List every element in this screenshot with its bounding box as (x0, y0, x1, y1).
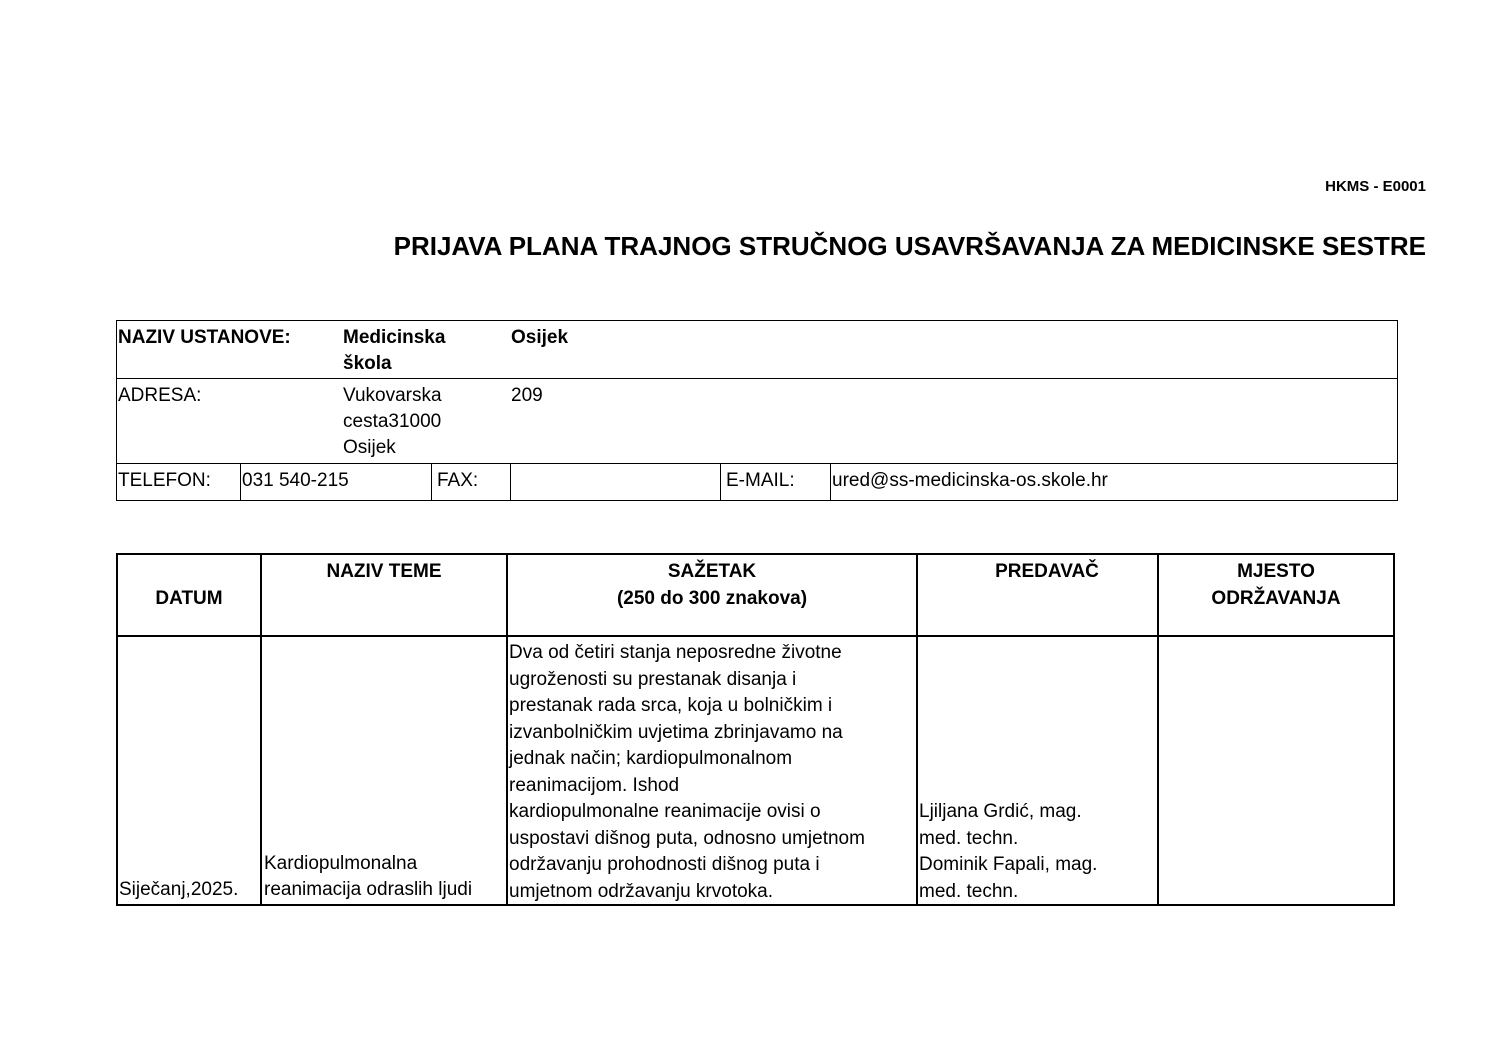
column-divider (720, 463, 721, 500)
form-code: HKMS - E0001 (1325, 178, 1426, 195)
phone-label: TELEFON: (118, 470, 211, 491)
row-sazetak-line: prestanak rada srca, koja u bolničkim i (509, 695, 833, 716)
row-divider (117, 463, 1397, 464)
institution-name-line2: škola (343, 353, 392, 374)
address-label: ADRESA: (118, 385, 202, 406)
header-predavac: PREDAVAČ (995, 561, 1099, 582)
institution-table (116, 320, 1398, 501)
row-sazetak-line: kardiopulmonalne reanimacije ovisi o (509, 801, 821, 822)
row-sazetak-line: Dva od četiri stanja neposredne životne (509, 642, 842, 663)
column-divider (830, 463, 831, 500)
row-predavac-line: Dominik Fapali, mag. (919, 854, 1098, 875)
address-line2: cesta31000 (343, 411, 442, 432)
institution-name-line1: Medicinska (343, 327, 446, 348)
column-divider (916, 555, 918, 904)
header-naziv-teme: NAZIV TEME (326, 561, 442, 582)
row-datum: Siječanj,2025. (119, 879, 239, 900)
row-sazetak-line: reanimacijom. Ishod (509, 774, 680, 796)
column-divider (260, 555, 262, 904)
header-mjesto-line2: ODRŽAVANJA (1211, 588, 1341, 609)
column-divider (510, 463, 511, 500)
row-sazetak-line: uspostavi dišnog puta, odnosno umjetnom (509, 827, 865, 849)
institution-city: Osijek (511, 327, 569, 348)
header-sazetak: SAŽETAK (667, 561, 757, 582)
plan-table (116, 553, 1395, 906)
fax-label: FAX: (437, 470, 479, 491)
email-value: ured@ss-medicinska-os.skole.hr (832, 470, 1108, 491)
institution-name-label: NAZIV USTANOVE: (118, 327, 291, 348)
header-datum: DATUM (155, 588, 223, 609)
row-tema-line2: reanimacija odraslih ljudi (264, 879, 473, 900)
header-mjesto: MJESTO (1237, 561, 1315, 582)
row-predavac-line: med. techn. (919, 827, 1019, 849)
row-predavac-line: med. techn. (919, 880, 1019, 902)
column-divider (240, 463, 241, 500)
row-sazetak-line: umjetnom održavanju krvotoka. (509, 880, 774, 902)
row-predavac-line: Ljiljana Grdić, mag. (919, 801, 1082, 822)
header-sazetak-note: (250 do 300 znakova) (616, 588, 808, 609)
email-label: E-MAIL: (726, 470, 795, 491)
row-sazetak-line: ugroženosti su prestanak disanja i (509, 668, 797, 690)
address-number: 209 (511, 385, 543, 406)
header-divider (118, 635, 1393, 637)
address-line1: Vukovarska (343, 385, 442, 406)
row-sazetak-line: jednak način; kardiopulmonalnom (509, 748, 793, 769)
row-sazetak-line: izvanbolničkim uvjetima zbrinjavamo na (509, 721, 843, 743)
row-divider (117, 378, 1397, 379)
column-divider (431, 463, 432, 500)
address-line3: Osijek (343, 437, 396, 458)
phone-value: 031 540-215 (242, 470, 349, 491)
page-title: PRIJAVA PLANA TRAJNOG STRUČNOG USAVRŠAVANJA ZA MEDICINSKE SESTRE (393, 231, 1426, 261)
row-sazetak-line: održavanju prohodnosti dišnog puta i (509, 854, 820, 875)
row-tema-line1: Kardiopulmonalna (264, 853, 418, 874)
